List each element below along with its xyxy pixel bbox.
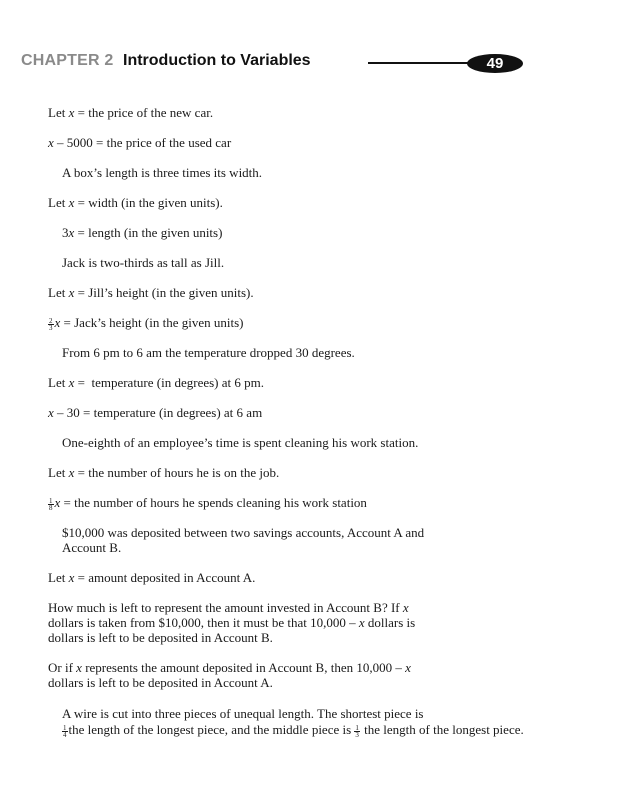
text-line: 3x = length (in the given units): [62, 225, 223, 240]
fraction-one-fourth: $\frac{1}{4}$: [63, 723, 67, 739]
text-line: Let x = Jill’s height (in the given units).: [48, 285, 254, 300]
text-line: Let x = the price of the new car.: [48, 105, 214, 120]
text-line: Let x = temperature (in degrees) at 6 pm.: [48, 375, 264, 390]
chapter-label: CHAPTER 2: [21, 52, 114, 69]
text-line: Let x = amount deposited in Account A.: [48, 570, 256, 585]
fraction-one-third: $\frac{1}{3}$: [355, 723, 359, 739]
page-header: [0, 0, 635, 90]
problem-statement: $\frac{1}{4}$ the length of the longest piece, and the middle piece is $\frac{1}{3}$ the length of the longest piece.: [63, 722, 524, 739]
problem-statement: $10,000 was deposited between two savings accounts, Account A and Account B.: [62, 525, 425, 555]
problem-statement: From 6 pm to 6 am the temperature dropped 30 degrees.: [62, 345, 355, 360]
text-line: dollars is left to be deposited in Account A.: [48, 675, 273, 690]
text-line: Let x = the number of hours he is on the job.: [48, 465, 280, 480]
problem-statement: A box’s length is three times its width.: [62, 165, 263, 180]
fraction-two-thirds: $\frac{2}{3}$: [49, 316, 53, 332]
text-line: x – 30 = temperature (in degrees) at 6 am: [48, 405, 263, 420]
problem-statement: One-eighth of an employee’s time is spent cleaning his work station.: [62, 435, 419, 450]
chapter-title: Introduction to Variables: [123, 52, 311, 69]
text-line: dollars is taken from $10,000, then it must be that 10,000 – x dollars is: [48, 615, 416, 630]
text-line: $\frac{2}{3}$ x = Jack’s height (in the given units): [49, 315, 244, 332]
text-line: How much is left to represent the amount invested in Account B? If x: [48, 600, 409, 615]
problem-statement: A wire is cut into three pieces of unequal length. The shortest piece is: [62, 706, 424, 721]
text-line: Or if x represents the amount deposited in Account B, then 10,000 – x: [48, 660, 411, 675]
text-line: $\frac{1}{8}$ x = the number of hours he spends cleaning his work station: [49, 495, 367, 512]
page-number: 49: [467, 54, 523, 73]
header-rule: [368, 62, 478, 64]
text-line: Let x = width (in the given units).: [48, 195, 223, 210]
text-line: dollars is left to be deposited in Account B.: [48, 630, 273, 645]
text-line: x – 5000 = the price of the used car: [48, 135, 232, 150]
problem-statement: Jack is two-thirds as tall as Jill.: [62, 255, 225, 270]
fraction-one-eighth: $\frac{1}{8}$: [49, 496, 53, 512]
